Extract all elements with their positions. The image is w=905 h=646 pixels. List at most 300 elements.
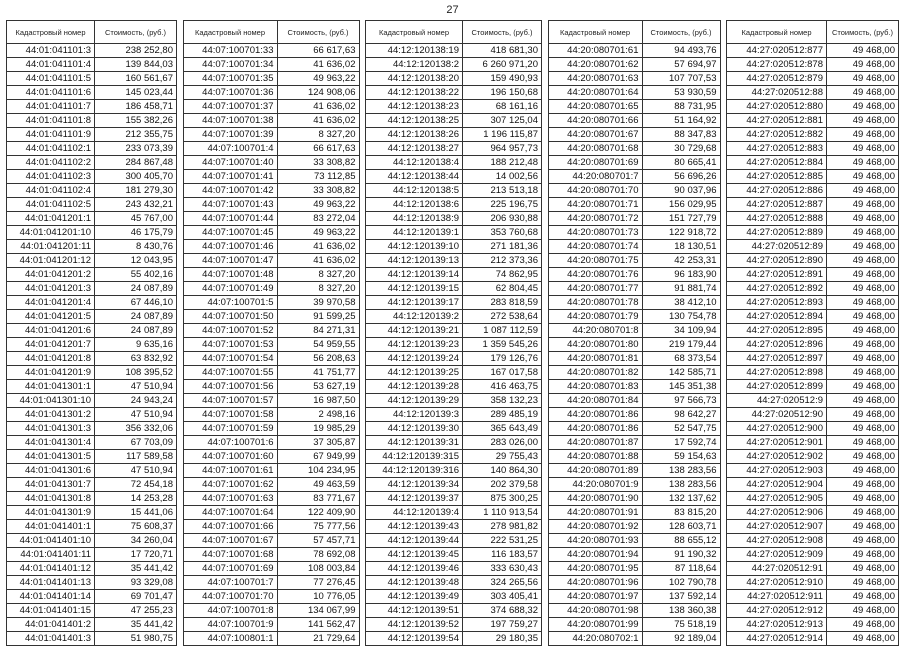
cost-cell: 49 468,00: [827, 58, 899, 72]
cadastral-number-cell: 44:27:020512:902: [727, 450, 827, 464]
table-row: [548, 520, 720, 534]
cadastral-number-cell: 44:07:100701:68: [183, 548, 277, 562]
cadastral-number-cell: 44:12:120138:2: [366, 58, 463, 72]
cadastral-number-cell: 44:07:100701:70: [183, 590, 277, 604]
cost-cell: 49 468,00: [827, 296, 899, 310]
table-row: [548, 100, 720, 114]
table-row: [548, 352, 720, 366]
table-row: [366, 44, 542, 58]
cadastral-number-cell: 44:12:120139:14: [366, 268, 463, 282]
cadastral-number-cell: 44:01:041301:3: [7, 422, 95, 436]
cost-cell: 145 023,44: [95, 86, 177, 100]
table-row: [366, 86, 542, 100]
cadastral-number-cell: 44:27:020512:909: [727, 548, 827, 562]
cadastral-number-cell: 44:27:020512:88: [727, 86, 827, 100]
table-row: [7, 492, 177, 506]
cost-cell: 283 026,00: [463, 436, 542, 450]
table-row: [548, 184, 720, 198]
table-row: [548, 618, 720, 632]
header-cadastral-number: Кадастровый номер: [183, 21, 277, 44]
cost-cell: 303 405,41: [463, 590, 542, 604]
cadastral-number-cell: 44:07:100701:48: [183, 268, 277, 282]
table-row: [366, 170, 542, 184]
table-row: [366, 310, 542, 324]
header-cadastral-number: Кадастровый номер: [548, 21, 642, 44]
cost-cell: 91 190,32: [642, 548, 720, 562]
table-row: [366, 100, 542, 114]
table-row: [727, 380, 899, 394]
cost-cell: 94 493,76: [642, 44, 720, 58]
cadastral-number-cell: 44:12:120139:37: [366, 492, 463, 506]
cadastral-number-cell: 44:07:100701:64: [183, 506, 277, 520]
cost-cell: 67 949,99: [277, 450, 359, 464]
cadastral-number-cell: 44:07:100701:53: [183, 338, 277, 352]
table-row: [7, 590, 177, 604]
table-row: [727, 548, 899, 562]
cost-cell: 238 252,80: [95, 44, 177, 58]
cadastral-number-cell: 44:27:020512:881: [727, 114, 827, 128]
cost-cell: 55 402,16: [95, 268, 177, 282]
cost-cell: 53 627,19: [277, 380, 359, 394]
cadastral-number-cell: 44:12:120138:26: [366, 128, 463, 142]
cost-cell: 128 603,71: [642, 520, 720, 534]
table-row: [727, 618, 899, 632]
cadastral-number-cell: 44:12:120139:25: [366, 366, 463, 380]
table-row: [366, 632, 542, 646]
cost-cell: 66 617,63: [277, 44, 359, 58]
cost-cell: 35 441,42: [95, 562, 177, 576]
cadastral-number-cell: 44:01:041301:2: [7, 408, 95, 422]
table-row: [7, 324, 177, 338]
table-row: [366, 562, 542, 576]
cadastral-number-cell: 44:12:120138:4: [366, 156, 463, 170]
cadastral-table: [365, 20, 542, 646]
cadastral-number-cell: 44:12:120139:24: [366, 352, 463, 366]
cadastral-number-cell: 44:20:080701:79: [548, 310, 642, 324]
cadastral-number-cell: 44:12:120139:31: [366, 436, 463, 450]
cost-cell: 212 355,75: [95, 128, 177, 142]
cadastral-number-cell: 44:07:100701:50: [183, 310, 277, 324]
table-row: [548, 198, 720, 212]
table-row: [366, 380, 542, 394]
cost-cell: 49 963,22: [277, 198, 359, 212]
table-row: [366, 324, 542, 338]
cost-cell: 57 694,97: [642, 58, 720, 72]
table-header-row: [548, 21, 720, 44]
table-row: [183, 380, 359, 394]
cost-cell: 179 126,76: [463, 352, 542, 366]
cost-cell: 93 329,08: [95, 576, 177, 590]
cost-cell: 964 957,73: [463, 142, 542, 156]
cadastral-number-cell: 44:20:080701:76: [548, 268, 642, 282]
table-row: [366, 534, 542, 548]
table-row: [183, 618, 359, 632]
table-row: [727, 254, 899, 268]
cadastral-number-cell: 44:20:080701:9: [548, 478, 642, 492]
table-row: [366, 478, 542, 492]
cadastral-number-cell: 44:01:041201:9: [7, 366, 95, 380]
cost-cell: 56 208,63: [277, 352, 359, 366]
cost-cell: 29 180,35: [463, 632, 542, 646]
cadastral-number-cell: 44:20:080701:77: [548, 282, 642, 296]
cadastral-number-cell: 44:27:020512:893: [727, 296, 827, 310]
table-row: [548, 562, 720, 576]
table-row: [366, 548, 542, 562]
cost-cell: 8 327,20: [277, 282, 359, 296]
cost-cell: 300 405,70: [95, 170, 177, 184]
cost-cell: 130 754,78: [642, 310, 720, 324]
cadastral-number-cell: 44:12:120139:23: [366, 338, 463, 352]
table-row: [183, 128, 359, 142]
cadastral-number-cell: 44:01:041401:12: [7, 562, 95, 576]
table-row: [366, 590, 542, 604]
table-row: [7, 618, 177, 632]
cost-cell: 75 608,37: [95, 520, 177, 534]
table-row: [548, 436, 720, 450]
cadastral-number-cell: 44:20:080701:74: [548, 240, 642, 254]
cadastral-number-cell: 44:20:080701:93: [548, 534, 642, 548]
cadastral-number-cell: 44:27:020512:904: [727, 478, 827, 492]
cost-cell: 24 087,89: [95, 310, 177, 324]
cadastral-number-cell: 44:07:100701:35: [183, 72, 277, 86]
cost-cell: 47 510,94: [95, 380, 177, 394]
cost-cell: 278 981,82: [463, 520, 542, 534]
cost-cell: 49 468,00: [827, 394, 899, 408]
cadastral-number-cell: 44:20:080701:88: [548, 450, 642, 464]
table-row: [727, 58, 899, 72]
table-row: [366, 72, 542, 86]
cost-cell: 108 395,52: [95, 366, 177, 380]
cost-cell: 49 468,00: [827, 618, 899, 632]
cost-cell: 75 518,19: [642, 618, 720, 632]
cost-cell: 41 751,77: [277, 366, 359, 380]
cadastral-number-cell: 44:01:041101:5: [7, 72, 95, 86]
table-row: [183, 114, 359, 128]
cost-cell: 117 589,58: [95, 450, 177, 464]
table-body: [7, 44, 177, 646]
cadastral-number-cell: 44:01:041201:10: [7, 226, 95, 240]
table-row: [7, 226, 177, 240]
table-row: [7, 506, 177, 520]
table-row: [7, 366, 177, 380]
table-body: [548, 44, 720, 646]
cost-cell: 353 760,68: [463, 226, 542, 240]
cadastral-number-cell: 44:12:120139:29: [366, 394, 463, 408]
cost-cell: 49 468,00: [827, 380, 899, 394]
cost-cell: 2 498,16: [277, 408, 359, 422]
table-row: [183, 254, 359, 268]
table-row: [366, 268, 542, 282]
cost-cell: 8 430,76: [95, 240, 177, 254]
table-row: [727, 296, 899, 310]
table-row: [548, 394, 720, 408]
cadastral-number-cell: 44:07:100701:63: [183, 492, 277, 506]
table-row: [7, 422, 177, 436]
table-row: [548, 128, 720, 142]
cost-cell: 49 463,59: [277, 478, 359, 492]
table-row: [183, 198, 359, 212]
cadastral-number-cell: 44:07:100701:9: [183, 618, 277, 632]
cost-cell: 17 720,71: [95, 548, 177, 562]
table-header-row: [366, 21, 542, 44]
table-row: [7, 198, 177, 212]
table-row: [727, 184, 899, 198]
page-number: 27: [446, 4, 459, 16]
cadastral-number-cell: 44:07:100701:46: [183, 240, 277, 254]
cost-cell: 1 087 112,59: [463, 324, 542, 338]
table-row: [548, 478, 720, 492]
cost-cell: 91 599,25: [277, 310, 359, 324]
table-row: [183, 170, 359, 184]
table-row: [183, 310, 359, 324]
table-row: [366, 618, 542, 632]
cadastral-number-cell: 44:01:041401:10: [7, 534, 95, 548]
cadastral-number-cell: 44:12:120139:13: [366, 254, 463, 268]
cost-cell: 875 300,25: [463, 492, 542, 506]
cost-cell: 138 283,56: [642, 478, 720, 492]
cost-cell: 49 468,00: [827, 310, 899, 324]
table-row: [727, 170, 899, 184]
cost-cell: 49 468,00: [827, 240, 899, 254]
cadastral-number-cell: 44:20:080701:66: [548, 114, 642, 128]
table-row: [183, 212, 359, 226]
cadastral-number-cell: 44:27:020512:901: [727, 436, 827, 450]
cost-cell: 10 776,05: [277, 590, 359, 604]
table-row: [366, 254, 542, 268]
table-row: [7, 464, 177, 478]
cost-cell: 49 468,00: [827, 324, 899, 338]
cost-cell: 213 513,18: [463, 184, 542, 198]
table-row: [7, 156, 177, 170]
cost-cell: 188 212,48: [463, 156, 542, 170]
cost-cell: 34 260,04: [95, 534, 177, 548]
table-row: [183, 226, 359, 240]
cadastral-number-cell: 44:20:080701:7: [548, 170, 642, 184]
cadastral-number-cell: 44:12:120139:17: [366, 296, 463, 310]
cost-cell: 59 154,63: [642, 450, 720, 464]
table-row: [183, 632, 359, 646]
table-row: [7, 142, 177, 156]
cost-cell: 49 468,00: [827, 338, 899, 352]
cost-cell: 15 441,06: [95, 506, 177, 520]
table-row: [548, 142, 720, 156]
cost-cell: 49 468,00: [827, 212, 899, 226]
table-row: [548, 464, 720, 478]
cost-cell: 75 777,56: [277, 520, 359, 534]
cost-cell: 142 585,71: [642, 366, 720, 380]
cadastral-number-cell: 44:27:020512:877: [727, 44, 827, 58]
table-row: [183, 422, 359, 436]
cadastral-number-cell: 44:01:041301:9: [7, 506, 95, 520]
cadastral-number-cell: 44:01:041102:3: [7, 170, 95, 184]
cadastral-number-cell: 44:20:080702:1: [548, 632, 642, 646]
cadastral-number-cell: 44:12:120139:43: [366, 520, 463, 534]
cost-cell: 49 468,00: [827, 436, 899, 450]
table-row: [366, 296, 542, 310]
table-row: [366, 520, 542, 534]
cadastral-number-cell: 44:27:020512:891: [727, 268, 827, 282]
cadastral-number-cell: 44:27:020512:897: [727, 352, 827, 366]
cost-cell: 41 636,02: [277, 114, 359, 128]
cost-cell: 141 562,47: [277, 618, 359, 632]
cadastral-number-cell: 44:07:100701:56: [183, 380, 277, 394]
table-row: [727, 226, 899, 240]
cadastral-number-cell: 44:07:100701:6: [183, 436, 277, 450]
cost-cell: 416 463,75: [463, 380, 542, 394]
cadastral-number-cell: 44:07:100701:34: [183, 58, 277, 72]
cadastral-number-cell: 44:07:100801:1: [183, 632, 277, 646]
header-cadastral-number: Кадастровый номер: [7, 21, 95, 44]
cost-cell: 91 881,74: [642, 282, 720, 296]
table-row: [548, 408, 720, 422]
cost-cell: 49 963,22: [277, 226, 359, 240]
cost-cell: 1 110 913,54: [463, 506, 542, 520]
cadastral-number-cell: 44:27:020512:89: [727, 240, 827, 254]
cost-cell: 19 985,29: [277, 422, 359, 436]
cadastral-number-cell: 44:12:120139:46: [366, 562, 463, 576]
table-row: [366, 576, 542, 590]
cadastral-number-cell: 44:07:100701:33: [183, 44, 277, 58]
table-row: [727, 422, 899, 436]
cadastral-number-cell: 44:12:120139:3: [366, 408, 463, 422]
cadastral-number-cell: 44:01:041301:5: [7, 450, 95, 464]
table-row: [7, 450, 177, 464]
table-row: [548, 632, 720, 646]
cadastral-number-cell: 44:01:041401:11: [7, 548, 95, 562]
cadastral-number-cell: 44:27:020512:911: [727, 590, 827, 604]
cost-cell: 358 132,23: [463, 394, 542, 408]
cadastral-number-cell: 44:20:080701:92: [548, 520, 642, 534]
cost-cell: 41 636,02: [277, 240, 359, 254]
table-row: [727, 324, 899, 338]
cost-cell: 151 727,79: [642, 212, 720, 226]
cost-cell: 49 468,00: [827, 156, 899, 170]
cost-cell: 33 308,82: [277, 184, 359, 198]
cadastral-table: [548, 20, 721, 646]
cadastral-number-cell: 44:20:080701:86: [548, 408, 642, 422]
cost-cell: 46 175,79: [95, 226, 177, 240]
cadastral-number-cell: 44:07:100701:38: [183, 114, 277, 128]
cost-cell: 63 832,92: [95, 352, 177, 366]
cadastral-number-cell: 44:12:120139:2: [366, 310, 463, 324]
cost-cell: 88 655,12: [642, 534, 720, 548]
cost-cell: 72 454,18: [95, 478, 177, 492]
table-row: [183, 268, 359, 282]
cadastral-number-cell: 44:12:120139:51: [366, 604, 463, 618]
cost-cell: 49 468,00: [827, 352, 899, 366]
cadastral-number-cell: 44:20:080701:73: [548, 226, 642, 240]
table-body: [366, 44, 542, 646]
cadastral-number-cell: 44:01:041201:4: [7, 296, 95, 310]
cadastral-number-cell: 44:20:080701:97: [548, 590, 642, 604]
cadastral-number-cell: 44:07:100701:4: [183, 142, 277, 156]
table-row: [548, 268, 720, 282]
table-row: [7, 128, 177, 142]
table-row: [183, 478, 359, 492]
cost-cell: 47 255,23: [95, 604, 177, 618]
table-row: [727, 590, 899, 604]
cadastral-number-cell: 44:20:080701:91: [548, 506, 642, 520]
cadastral-number-cell: 44:20:080701:64: [548, 86, 642, 100]
cadastral-number-cell: 44:01:041101:3: [7, 44, 95, 58]
cadastral-number-cell: 44:12:120139:45: [366, 548, 463, 562]
table-row: [548, 324, 720, 338]
cost-cell: 49 468,00: [827, 44, 899, 58]
cost-cell: 17 592,74: [642, 436, 720, 450]
cost-cell: 307 125,04: [463, 114, 542, 128]
cost-cell: 77 276,45: [277, 576, 359, 590]
cost-cell: 49 468,00: [827, 198, 899, 212]
cost-cell: 116 183,57: [463, 548, 542, 562]
cadastral-number-cell: 44:20:080701:69: [548, 156, 642, 170]
cadastral-number-cell: 44:01:041101:9: [7, 128, 95, 142]
table-row: [7, 576, 177, 590]
cadastral-number-cell: 44:01:041201:1: [7, 212, 95, 226]
table-row: [366, 394, 542, 408]
cadastral-number-cell: 44:07:100701:59: [183, 422, 277, 436]
cadastral-number-cell: 44:07:100701:55: [183, 366, 277, 380]
cost-cell: 30 729,68: [642, 142, 720, 156]
cost-cell: 34 109,94: [642, 324, 720, 338]
table-row: [7, 562, 177, 576]
table-row: [548, 380, 720, 394]
tables-container: [6, 20, 899, 646]
cost-cell: 49 468,00: [827, 562, 899, 576]
table-row: [366, 604, 542, 618]
cost-cell: 167 017,58: [463, 366, 542, 380]
table-row: [183, 520, 359, 534]
cadastral-number-cell: 44:01:041401:14: [7, 590, 95, 604]
table-row: [548, 44, 720, 58]
cost-cell: 272 538,64: [463, 310, 542, 324]
cadastral-table: [183, 20, 360, 646]
table-row: [727, 268, 899, 282]
cost-cell: 49 468,00: [827, 422, 899, 436]
cadastral-number-cell: 44:07:100701:40: [183, 156, 277, 170]
cadastral-number-cell: 44:07:100701:54: [183, 352, 277, 366]
cadastral-number-cell: 44:01:041401:13: [7, 576, 95, 590]
cost-cell: 78 692,08: [277, 548, 359, 562]
cost-cell: 45 767,00: [95, 212, 177, 226]
table-header-row: [183, 21, 359, 44]
cost-cell: 24 087,89: [95, 324, 177, 338]
cost-cell: 107 707,53: [642, 72, 720, 86]
table-row: [7, 254, 177, 268]
cost-cell: 8 327,20: [277, 128, 359, 142]
cadastral-number-cell: 44:12:120138:9: [366, 212, 463, 226]
table-row: [366, 212, 542, 226]
cadastral-number-cell: 44:27:020512:878: [727, 58, 827, 72]
cadastral-number-cell: 44:27:020512:883: [727, 142, 827, 156]
cost-cell: 138 360,38: [642, 604, 720, 618]
table-row: [366, 282, 542, 296]
table-row: [366, 408, 542, 422]
cadastral-number-cell: 44:01:041301:8: [7, 492, 95, 506]
table-row: [7, 604, 177, 618]
cadastral-number-cell: 44:20:080701:95: [548, 562, 642, 576]
cost-cell: 83 815,20: [642, 506, 720, 520]
cadastral-number-cell: 44:27:020512:899: [727, 380, 827, 394]
cost-cell: 62 804,45: [463, 282, 542, 296]
cadastral-number-cell: 44:07:100701:58: [183, 408, 277, 422]
cost-cell: 49 468,00: [827, 450, 899, 464]
cadastral-number-cell: 44:12:120139:49: [366, 590, 463, 604]
cost-cell: 49 468,00: [827, 548, 899, 562]
cadastral-number-cell: 44:12:120138:44: [366, 170, 463, 184]
table-row: [366, 142, 542, 156]
cost-cell: 156 029,95: [642, 198, 720, 212]
table-row: [727, 534, 899, 548]
